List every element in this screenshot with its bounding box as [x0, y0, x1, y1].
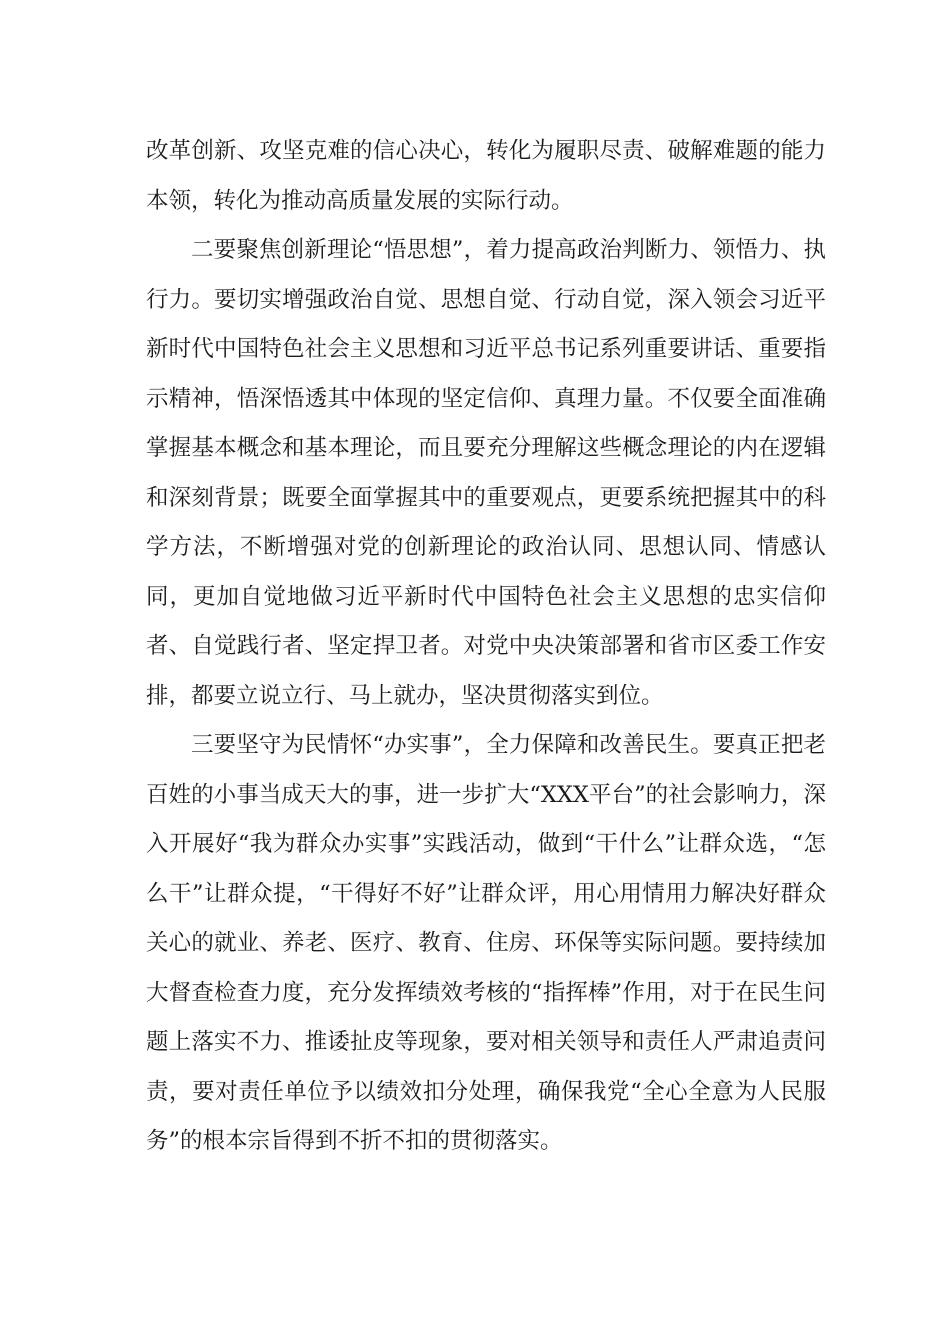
paragraph-3: 三要坚守为民情怀“办实事”，全力保障和改善民生。要真正把老百姓的小事当成天大的事，进一步扩大“XXX平台”的社会影响力，深入开展好“我为群众办实事”实践活动，做到“干什么”让群众选，“怎么干”让群众提，“干得好不好”让群众评，用心用情用力解决好群众关心的就业、养老、医疗、教育、住房、环保等实际问题。要持续加大督查检查力度，充分发挥绩效考核的“指挥棒”作用，对于在民生问题上落实不力、推诿扯皮等现象，要对相关领导和责任人严肃追责问责，要对责任单位予以绩效扣分处理，确保我党“全心全意为人民服务”的根本宗旨得到不折不扣的贯彻落实。: [146, 732, 826, 1154]
paragraph-1: 改革创新、攻坚克难的信心决心，转化为履职尽责、破解难题的能力本领，转化为推动高质量发展的实际行动。: [146, 138, 826, 214]
paragraph-2: 二要聚焦创新理论“悟思想”，着力提高政治判断力、领悟力、执行力。要切实增强政治自觉、思想自觉、行动自觉，深入领会习近平新时代中国特色社会主义思想和习近平总书记系列重要讲话、重要指示精神，悟深悟透其中体现的坚定信仰、真理力量。不仅要全面准确掌握基本概念和基本理论，而且要充分理解这些概念理论的内在逻辑和深刻背景；既要全面掌握其中的重要观点，更要系统把握其中的科学方法，不断增强对党的创新理论的政治认同、思想认同、情感认同，更加自觉地做习近平新时代中国特色社会主义思想的忠实信仰者、自觉践行者、坚定捍卫者。对党中央决策部署和省市区委工作安排，都要立说立行、马上就办，坚决贯彻落实到位。: [146, 237, 826, 709]
document-body: [146, 127, 826, 1167]
